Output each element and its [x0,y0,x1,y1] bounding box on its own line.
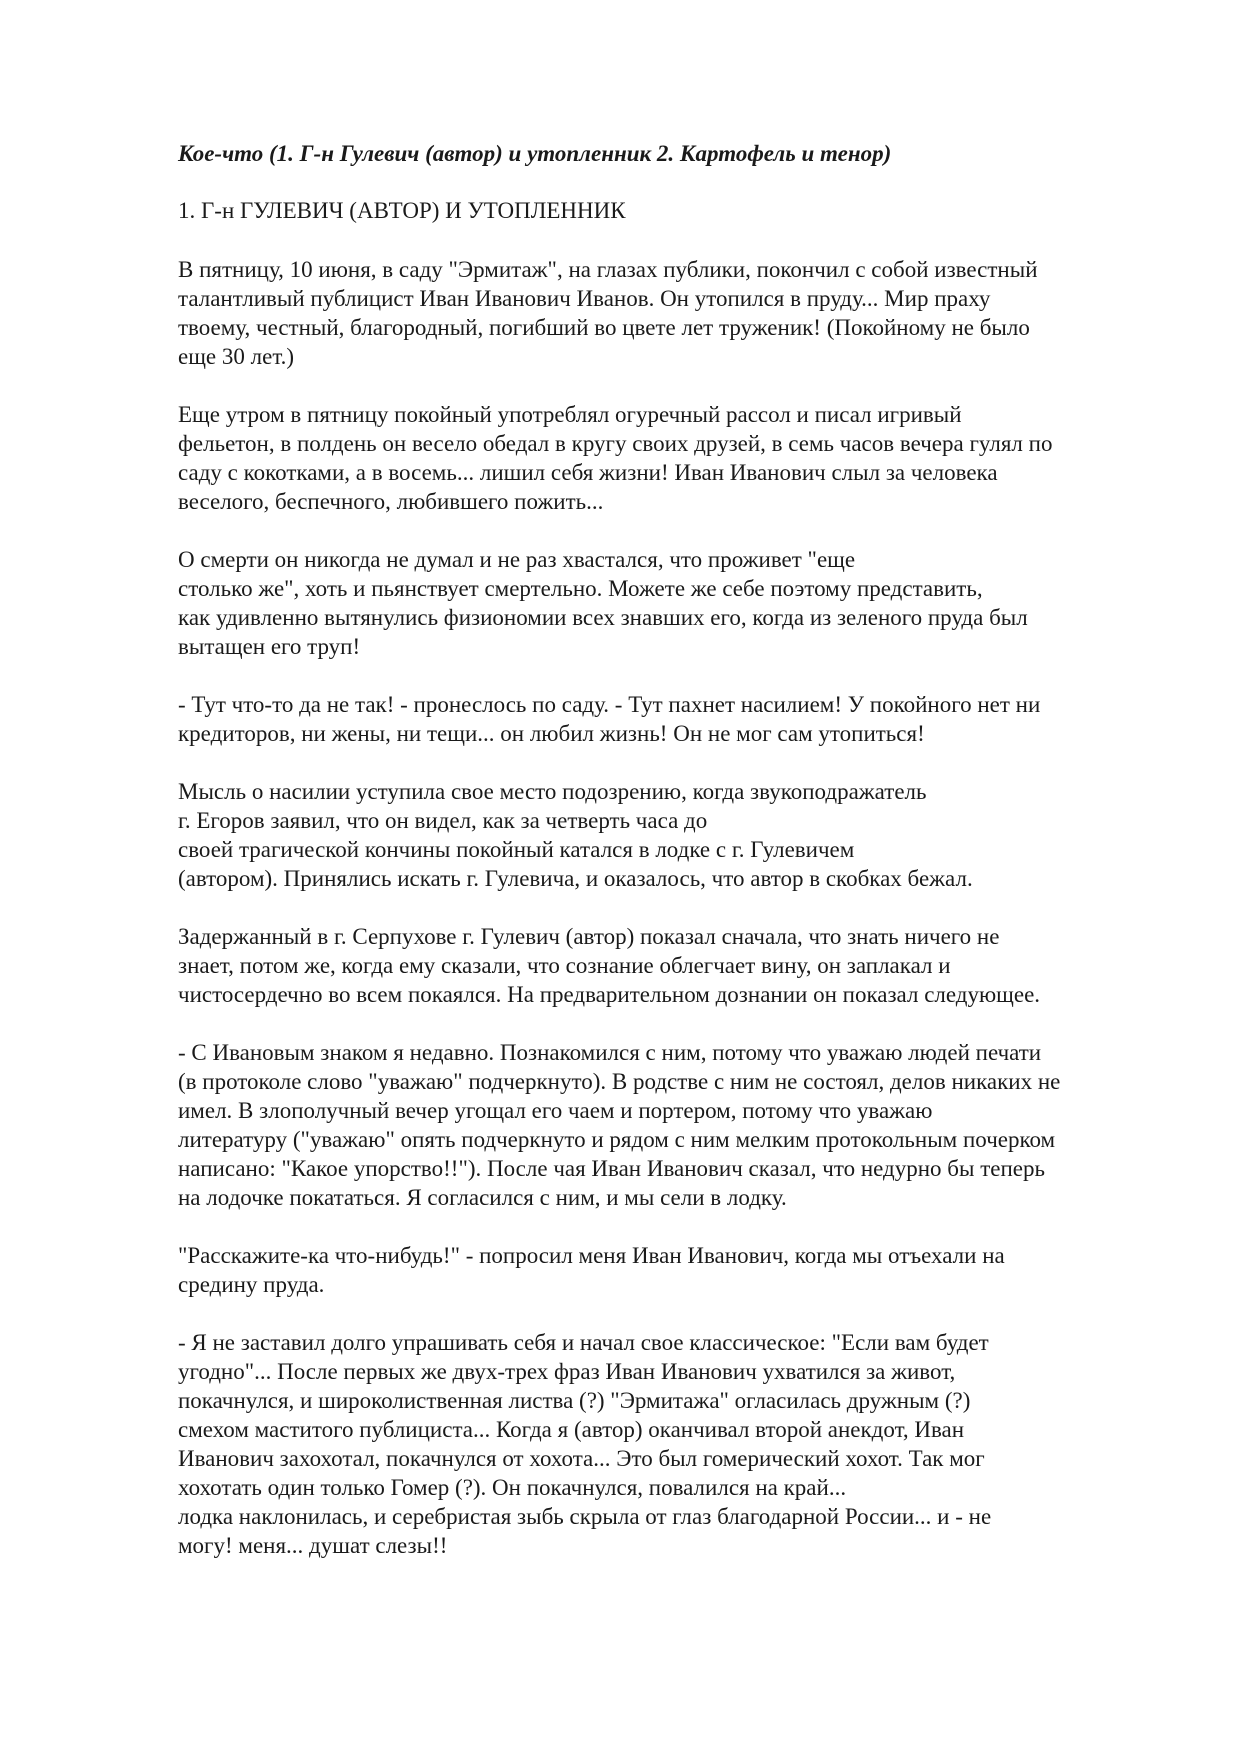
text-line: средину пруда. [178,1272,325,1297]
text-line: - Тут что-то да не так! - пронеслось по саду. - Тут пахнет насилием! У покойного нет ни [178,692,1041,717]
text-line: еще 30 лет.) [178,344,295,369]
text-line: столько же", хоть и пьянствует смертельно. Можете же себе поэтому представить, [178,576,983,601]
text-line: хохотать один только Гомер (?). Он покачнулся, повалился на край... [178,1475,847,1500]
text-line: - С Ивановым знаком я недавно. Познакомился с ним, потому что уважаю людей печати [178,1040,1042,1065]
text-line: вытащен его труп! [178,634,361,659]
text-line: веселого, беспечного, любившего пожить... [178,489,604,514]
text-line: написано: "Какое упорство!!"). После чая Иван Иванович сказал, что недурно бы теперь [178,1156,1045,1181]
text-line: своей трагической кончины покойный катался в лодке с г. Гулевичем [178,837,855,862]
paragraph [178,1328,1168,1560]
text-line: Иванович захохотал, покачнулся от хохота... Это был гомерический хохот. Так мог [178,1446,985,1471]
paragraph [178,922,1168,1009]
text-line: саду с кокотками, а в восемь... лишил себя жизни! Иван Иванович слыл за человека [178,460,998,485]
paragraph [178,690,1168,748]
text-line: (автором). Принялись искать г. Гулевича, и оказалось, что автор в скобках бежал. [178,866,973,891]
text-line: кредиторов, ни жены, ни тещи... он любил жизнь! Он не мог сам утопиться! [178,721,925,746]
text-line: лодка наклонилась, и серебристая зыбь скрыла от глаз благодарной России... и - не [178,1504,992,1529]
paragraph [178,777,1168,893]
text-line: Мысль о насилии уступила свое место подозрению, когда звукоподражатель [178,779,927,804]
text-line: О смерти он никогда не думал и не раз хвастался, что проживет "еще [178,547,856,572]
paragraph [178,1038,1168,1212]
text-line: покачнулся, и широколиственная листва (?) "Эрмитажа" огласилась дружным (?) [178,1388,971,1413]
text-line: талантливый публицист Иван Иванович Иванов. Он утопился в пруду... Мир праху [178,286,991,311]
text-line: знает, потом же, когда ему сказали, что сознание облегчает вину, он заплакал и [178,953,951,978]
text-line: Еще утром в пятницу покойный употреблял огуречный рассол и писал игривый [178,402,962,427]
text-line: имел. В злополучный вечер угощал его чаем и портером, потому что уважаю [178,1098,933,1123]
text-line: как удивленно вытянулись физиономии всех знавших его, когда из зеленого пруда был [178,605,1028,630]
document-title: Кое-что (1. Г-н Гулевич (автор) и утопленник 2. Картофель и тенор) [178,141,892,166]
text-line: смехом маститого публициста... Когда я (автор) оканчивал второй анекдот, Иван [178,1417,965,1442]
text-line: угодно"... После первых же двух-трех фраз Иван Иванович ухватился за живот, [178,1359,956,1384]
document-page [178,139,1168,1589]
text-line: фельетон, в полдень он весело обедал в кругу своих друзей, в семь часов вечера гулял по [178,431,1053,456]
text-line: могу! меня... душат слезы!! [178,1533,448,1558]
paragraph [178,1241,1168,1299]
text-line: (в протоколе слово "уважаю" подчеркнуто). В родстве с ним не состоял, делов никаких не [178,1069,1061,1094]
text-line: Задержанный в г. Серпухове г. Гулевич (автор) показал сначала, что знать ничего не [178,924,1000,949]
text-line: литературу ("уважаю" опять подчеркнуто и рядом с ним мелким протокольным почерком [178,1127,1056,1152]
section-heading: 1. Г-н ГУЛЕВИЧ (АВТОР) И УТОПЛЕННИК [178,198,626,223]
text-line: г. Егоров заявил, что он видел, как за четверть часа до [178,808,708,833]
text-line: чистосердечно во всем покаялся. На предварительном дознании он показал следующее. [178,982,1041,1007]
paragraph [178,255,1168,371]
paragraphs-container [178,255,1168,1560]
text-line: твоему, честный, благородный, погибший во цвете лет труженик! (Покойному не было [178,315,1030,340]
text-line: "Расскажите-ка что-нибудь!" - попросил меня Иван Иванович, когда мы отъехали на [178,1243,1005,1268]
text-line: на лодочке покататься. Я согласился с ним, и мы сели в лодку. [178,1185,787,1210]
text-line: В пятницу, 10 июня, в саду "Эрмитаж", на глазах публики, покончил с собой известный [178,257,1038,282]
paragraph [178,545,1168,661]
text-line: - Я не заставил долго упрашивать себя и начал свое классическое: "Если вам будет [178,1330,989,1355]
paragraph [178,400,1168,516]
